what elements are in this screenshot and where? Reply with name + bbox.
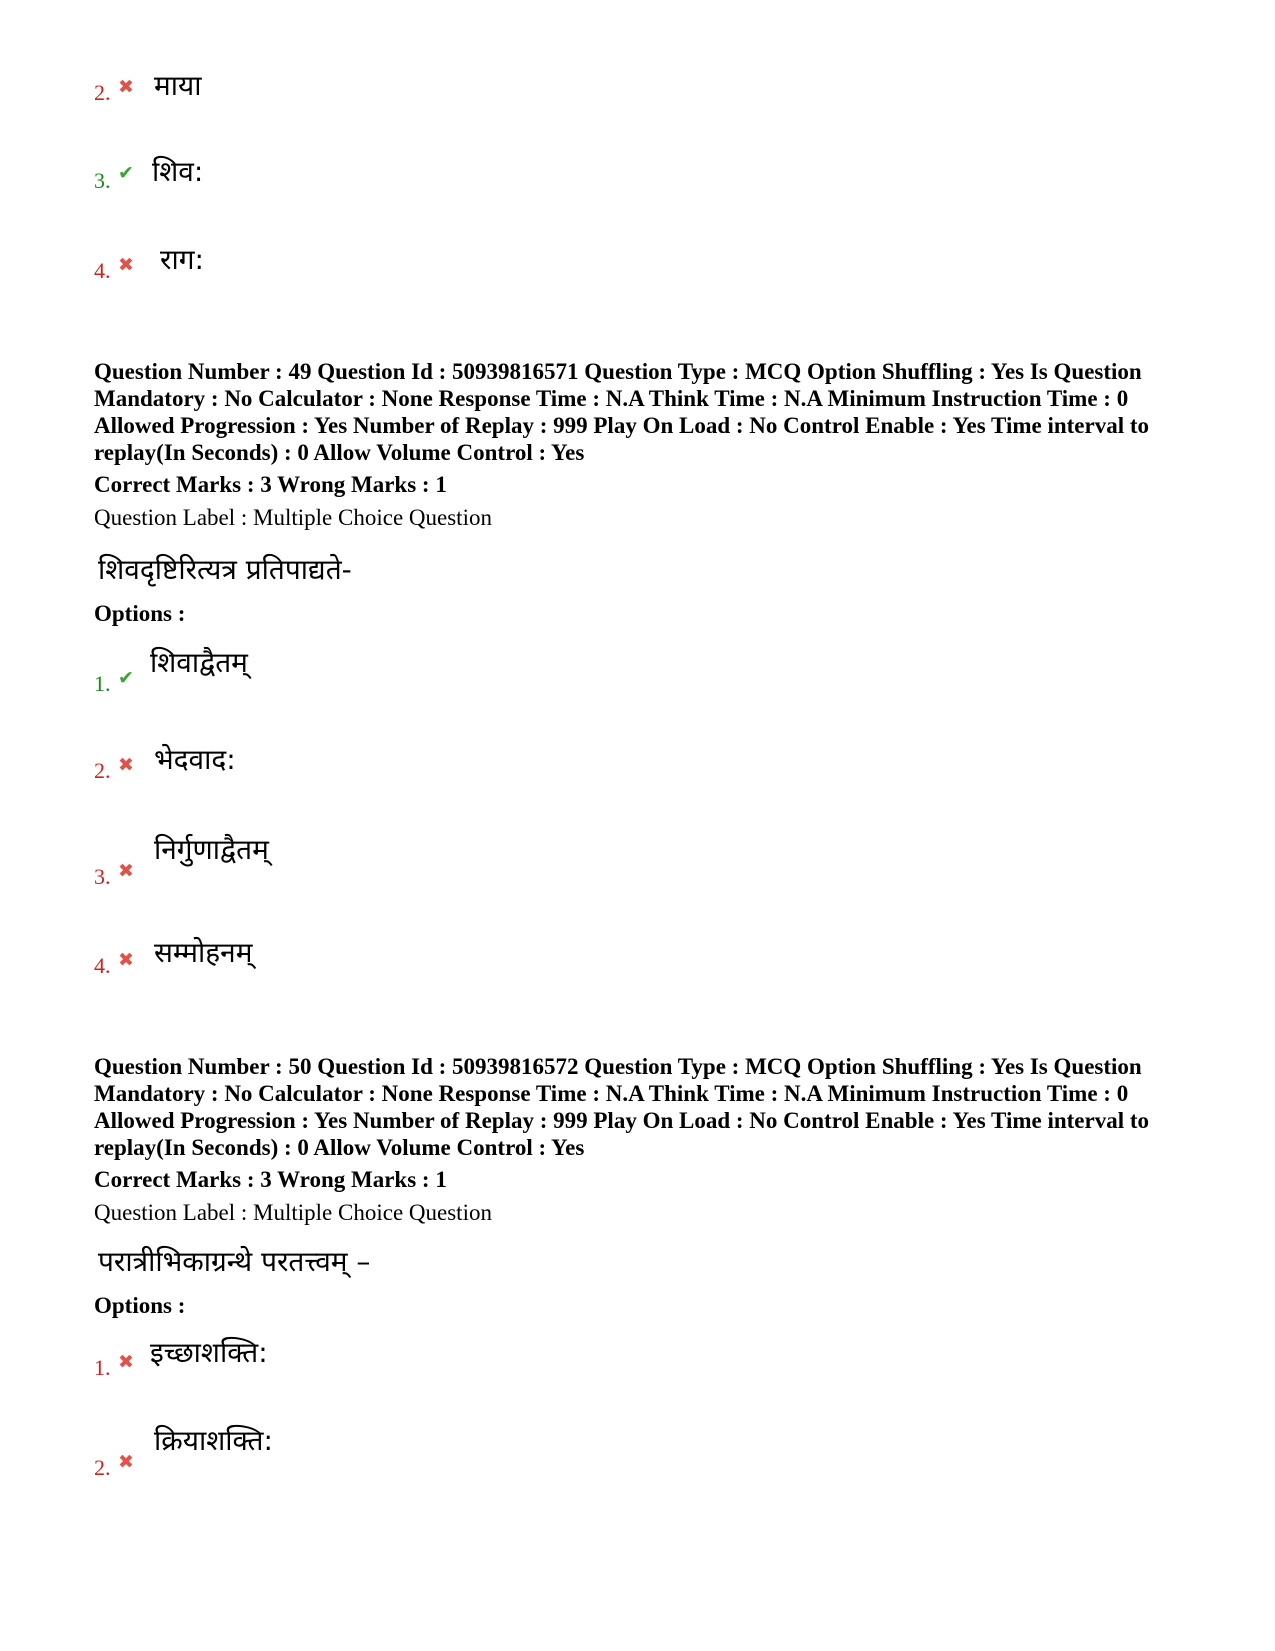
question-marks: Correct Marks : 3 Wrong Marks : 1	[94, 1167, 447, 1192]
option-item	[94, 1333, 494, 1393]
option-item	[94, 933, 494, 993]
option-text: शिव:	[152, 155, 204, 188]
cross-icon: ✖	[118, 76, 134, 98]
option-item	[94, 152, 494, 212]
question-label: Question Label : Multiple Choice Question	[94, 505, 492, 530]
option-text: क्रियाशक्ति:	[154, 1424, 273, 1457]
question-text: शिवदृष्टिरित्यत्र प्रतिपाद्यते-	[98, 553, 352, 586]
cross-icon: ✖	[118, 754, 134, 776]
option-text: भेदवाद:	[154, 743, 236, 776]
option-number: 2.	[94, 758, 111, 783]
options-heading: Options :	[94, 601, 186, 626]
option-item	[94, 1421, 494, 1481]
option-number: 4.	[94, 953, 111, 978]
option-item	[94, 66, 494, 126]
option-text: शिवाद्वैतम्	[150, 646, 248, 679]
option-text: निर्गुणाद्वैतम्	[154, 833, 269, 866]
option-item	[94, 240, 494, 300]
cross-icon: ✖	[118, 1451, 134, 1473]
option-text: राग:	[160, 243, 204, 276]
cross-icon: ✖	[118, 1351, 134, 1373]
option-number: 1.	[94, 1355, 111, 1380]
option-item	[94, 830, 494, 890]
option-item	[94, 740, 494, 800]
cross-icon: ✖	[118, 949, 134, 971]
option-number: 3.	[94, 864, 111, 889]
cross-icon: ✖	[118, 860, 134, 882]
check-icon: ✔	[118, 667, 134, 689]
option-item	[94, 643, 494, 703]
option-number: 1.	[94, 671, 111, 696]
question-marks: Correct Marks : 3 Wrong Marks : 1	[94, 472, 447, 497]
option-number: 3.	[94, 168, 111, 193]
check-icon: ✔	[118, 162, 134, 184]
cross-icon: ✖	[118, 254, 134, 276]
options-heading: Options :	[94, 1293, 186, 1318]
question-text: परात्रीभिकाग्रन्थे परतत्त्वम् –	[98, 1245, 371, 1278]
question-label: Question Label : Multiple Choice Question	[94, 1200, 492, 1225]
option-number: 2.	[94, 1455, 111, 1480]
question-metadata: Question Number : 50 Question Id : 50939816572 Question Type : MCQ Option Shuffling : Yes Is Question Mandatory : No Calculator : None Response Time : N.A Think Time : N.A Minimum Instruction Time : 0 Allowed Progression : Yes Number of Replay : 999 Play On Load : No Control Enable : Yes Time interval to replay(In Seconds) : 0 Allow Volume Control : Yes	[94, 1054, 1150, 1160]
question-metadata: Question Number : 49 Question Id : 50939816571 Question Type : MCQ Option Shuffling : Yes Is Question Mandatory : No Calculator : None Response Time : N.A Think Time : N.A Minimum Instruction Time : 0 Allowed Progression : Yes Number of Replay : 999 Play On Load : No Control Enable : Yes Time interval to replay(In Seconds) : 0 Allow Volume Control : Yes	[94, 359, 1150, 465]
option-text: इच्छाशक्ति:	[150, 1336, 268, 1369]
option-number: 2.	[94, 80, 111, 105]
option-number: 4.	[94, 258, 111, 283]
option-text: माया	[154, 69, 202, 102]
option-text: सम्मोहनम्	[154, 936, 253, 969]
